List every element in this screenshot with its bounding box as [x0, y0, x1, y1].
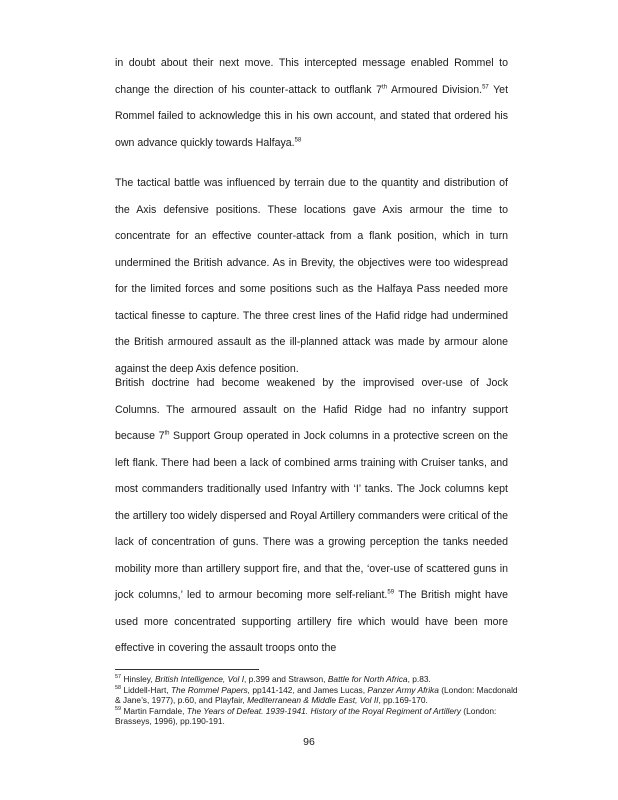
footnote-text: (London: Macdonald & Jane’s, 1977), p.60, and Playfair,	[115, 684, 518, 706]
footnote-text: (London: Brasseys, 1996), pp.190-191.	[115, 705, 497, 727]
footnote-59	[115, 706, 520, 727]
footnote-ref-59: 59	[387, 589, 395, 596]
footnote-58	[115, 685, 520, 706]
footnotes	[115, 674, 520, 727]
paragraph-2: The tactical battle was influenced by terrain due to the quantity and distribution of the Axis defensive positions. These locations gave Axis armour the time to concentrate for an effective counter-attack from a flank position, which in turn undermined the British advance. As in Brevity, the objectives were too widespread for the limited forces and some positions such as the Halfaya Pass needed more tactical finesse to capture. The three crest lines of the Hafid ridge had undermined the British armoured assault as the ill-planned attack was made by armour alone against the deep Axis defence position.	[115, 177, 508, 375]
paragraph-1-text-b: Armoured Division.	[387, 83, 483, 96]
footnote-ref-58: 58	[294, 136, 302, 143]
footnote-text: , p.83.	[407, 674, 431, 684]
paragraph-1	[115, 50, 508, 156]
footnote-divider	[115, 669, 259, 670]
footnote-title: The Years of Defeat. 1939-1941. History of the Royal Regiment of Artillery	[186, 705, 461, 716]
superscript-th: th	[382, 83, 388, 90]
paragraph-3-text-a: British doctrine had become weakened by the improvised over-use of Jock Columns. The armoured assault on the Hafid Ridge had no infantry support because 7	[115, 377, 508, 442]
paragraph-3-text-c: The British might have used more concentrated supporting artillery fire which would have been more effective in covering the assault troops onto the	[115, 589, 508, 654]
paragraph-1-text-a: in doubt about their next move. This intercepted message enabled Rommel to change the direction of his counter-attack to outflank 7	[115, 57, 508, 96]
paragraph-3	[115, 370, 508, 662]
footnote-number: 58	[115, 684, 122, 691]
footnote-title: The Rommel Papers,	[170, 684, 251, 695]
footnote-number: 57	[115, 674, 122, 681]
footnote-title: British Intelligence, Vol I	[154, 674, 245, 684]
footnote-text: Liddell-Hart,	[121, 684, 171, 695]
footnote-text: , pp.169-170.	[378, 695, 428, 706]
footnote-title: Panzer Army Afrika	[367, 684, 439, 695]
page-number: 96	[303, 736, 315, 748]
footnote-text: pp141-142, and James Lucas,	[250, 684, 368, 695]
footnote-text: Martin Farndale,	[121, 705, 187, 716]
footnote-number: 59	[115, 705, 122, 712]
footnote-57	[115, 674, 520, 685]
paragraph-1-text-c: Yet Rommel failed to acknowledge this in his own account, and stated that ordered his own advance quickly towards Halfaya.	[115, 83, 509, 149]
footnote-title: Mediterranean & Middle East, Vol II	[247, 695, 379, 706]
footnote-text: , p.399 and Strawson,	[244, 674, 328, 684]
footnote-text: Hinsley,	[121, 674, 155, 684]
paragraph-3-text-b: Support Group operated in Jock columns in a protective screen on the left flank. There had been a lack of combined arms training with Cruiser tanks, and most commanders traditionally used Infantry with ‘I’ tanks. The Jock columns kept the artillery too widely dispersed and Royal Artillery commanders were critical of the lack of concentration of guns. There was a growing perception the tanks needed mobility more than artillery support fire, and that the, ‘over-use of scattered guns in jock columns,’ led to armour becoming more self-reliant.	[115, 430, 508, 601]
footnote-title: Battle for North Africa	[327, 674, 408, 684]
footnote-ref-57: 57	[482, 83, 489, 90]
superscript-th: th	[164, 430, 170, 437]
